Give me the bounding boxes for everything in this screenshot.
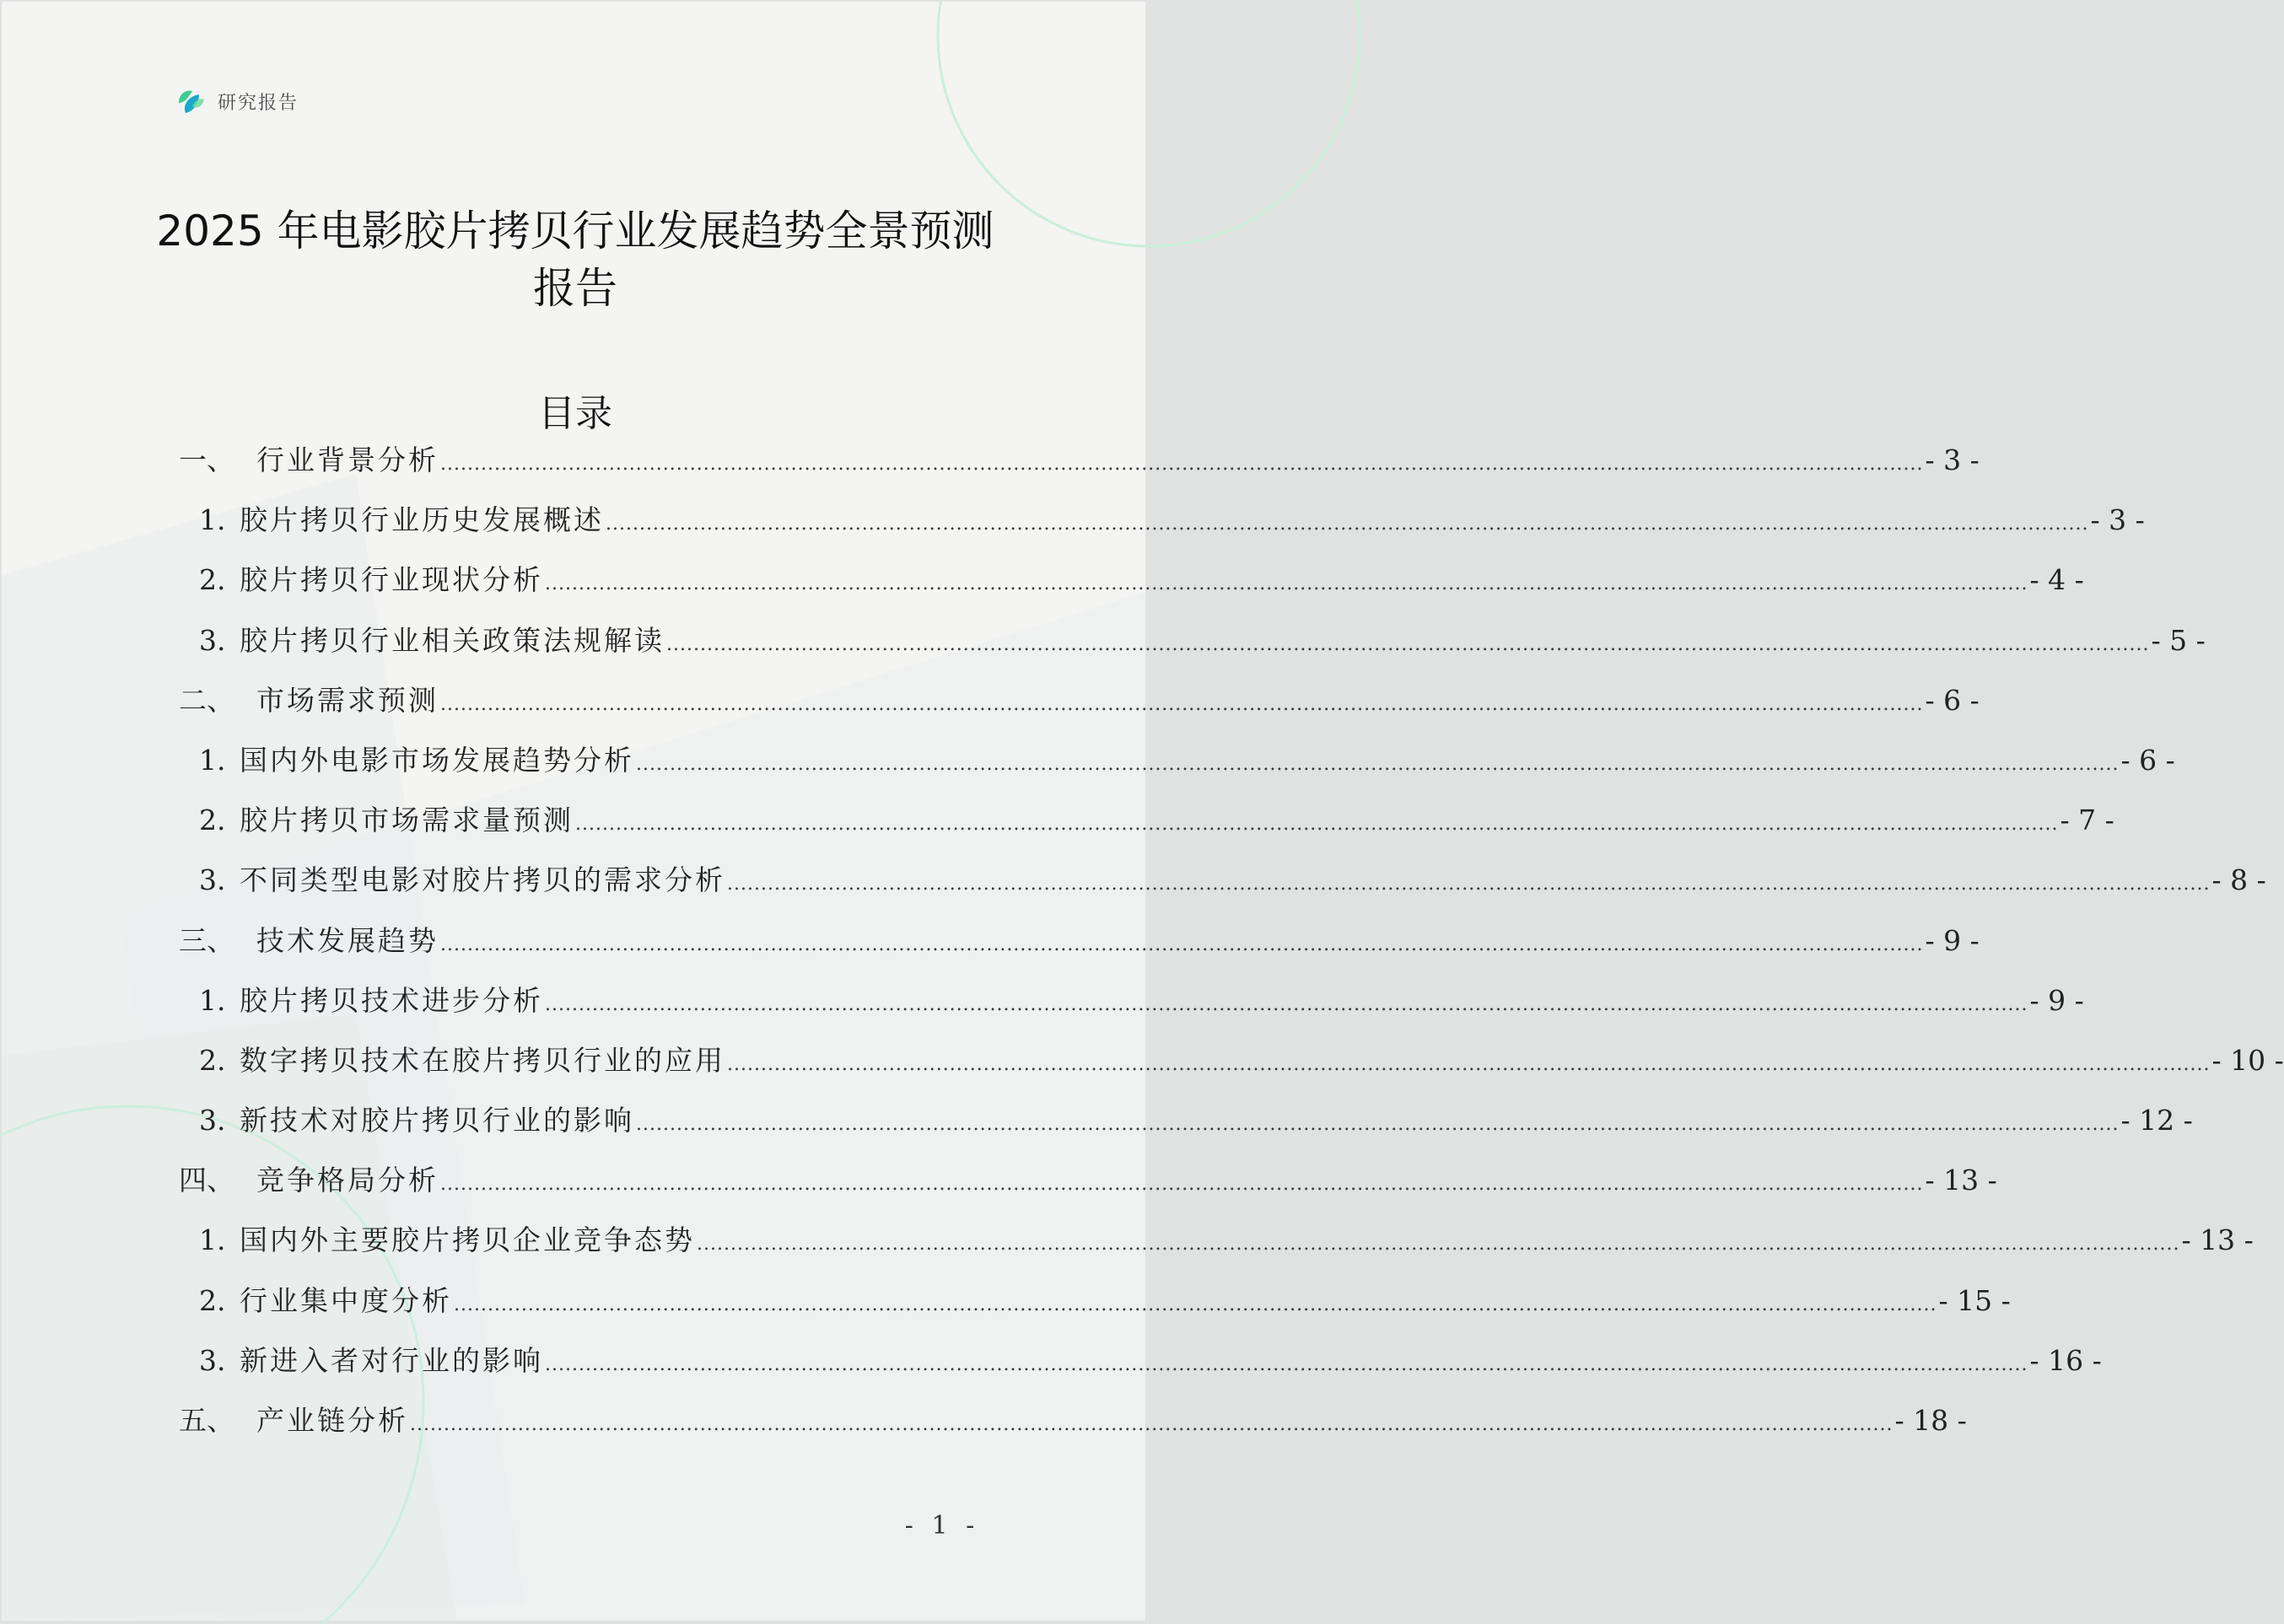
toc-dot-leader: ............................................................................................................................................................................................................................ bbox=[606, 514, 2089, 535]
toc-entry-number: 1. bbox=[199, 503, 226, 537]
report-header bbox=[174, 83, 299, 120]
toc-entry-label: 胶片拷贝行业现状分析 bbox=[240, 563, 543, 597]
toc-entry[interactable] bbox=[179, 739, 2175, 799]
toc-entry-number: 3. bbox=[199, 1343, 226, 1377]
toc-entry-page: - 3 - bbox=[2090, 503, 2145, 537]
report-title: 2025 年电影胶片拷贝行业发展趋势全景预测报告 bbox=[156, 207, 994, 313]
toc-dot-leader: ............................................................................................................................................................................................................................ bbox=[545, 573, 2028, 595]
toc-entry-label: 行业集中度分析 bbox=[240, 1283, 452, 1317]
toc-entry-label: 不同类型电影对胶片拷贝的需求分析 bbox=[240, 863, 725, 897]
toc-entry-number: 2. bbox=[199, 1283, 226, 1317]
toc-entry[interactable] bbox=[179, 1339, 2102, 1399]
toc-entry-page: - 10 - bbox=[2211, 1043, 2284, 1077]
toc-entry-label: 国内外电影市场发展趋势分析 bbox=[240, 743, 634, 777]
toc-entry-label: 行业背景分析 bbox=[256, 444, 439, 476]
toc-entry-label: 产业链分析 bbox=[256, 1404, 408, 1437]
toc-entry-page: - 13 - bbox=[1925, 1164, 1997, 1197]
toc-entry[interactable] bbox=[179, 1218, 2254, 1278]
toc-entry[interactable] bbox=[179, 1039, 2284, 1099]
toc-entry-number: 2. bbox=[199, 804, 226, 837]
toc-entry-number: 五、 bbox=[179, 1404, 234, 1437]
toc-entry[interactable] bbox=[179, 679, 1980, 739]
toc-entry-label: 竞争格局分析 bbox=[256, 1164, 439, 1197]
toc-entry-page: - 16 - bbox=[2029, 1343, 2102, 1377]
toc-entry-page: - 9 - bbox=[2029, 983, 2084, 1017]
toc-entry-label: 新进入者对行业的影响 bbox=[240, 1343, 543, 1377]
toc-entry-page: - 3 - bbox=[1925, 444, 1980, 476]
toc-dot-leader: ............................................................................................................................................................................................................................ bbox=[440, 454, 1924, 475]
toc-dot-leader: ............................................................................................................................................................................................................................ bbox=[636, 1114, 2120, 1136]
toc-entry-number: 3. bbox=[199, 1104, 226, 1137]
toc-dot-leader: ............................................................................................................................................................................................................................ bbox=[575, 814, 2059, 836]
toc-entry-number: 1. bbox=[199, 743, 226, 777]
leaf-logo-icon bbox=[174, 84, 207, 118]
toc-dot-leader: ............................................................................................................................................................................................................................ bbox=[636, 753, 2120, 775]
toc-entry[interactable] bbox=[179, 619, 2206, 679]
toc-dot-leader: ............................................................................................................................................................................................................................ bbox=[666, 633, 2150, 655]
toc-entry[interactable] bbox=[179, 1099, 2193, 1159]
toc-dot-leader: ............................................................................................................................................................................................................................ bbox=[697, 1234, 2180, 1256]
toc-entry-number: 2. bbox=[199, 563, 226, 597]
toc-entry[interactable] bbox=[179, 1279, 2011, 1339]
toc-entry-label: 胶片拷贝行业历史发展概述 bbox=[240, 503, 604, 537]
toc-entry-number: 2. bbox=[199, 1043, 226, 1077]
toc-entry[interactable] bbox=[179, 1159, 1997, 1218]
toc-dot-leader: ............................................................................................................................................................................................................................ bbox=[440, 1174, 1924, 1196]
toc-dot-leader: ............................................................................................................................................................................................................................ bbox=[410, 1414, 1893, 1435]
toc-entry-number: 3. bbox=[199, 863, 226, 897]
toc-entry-label: 胶片拷贝技术进步分析 bbox=[240, 983, 543, 1017]
toc-dot-leader: ............................................................................................................................................................................................................................ bbox=[440, 933, 1924, 955]
toc-heading: 目录 bbox=[538, 392, 612, 435]
toc-entry-number: 1. bbox=[199, 1223, 226, 1257]
toc-entry-label: 技术发展趋势 bbox=[256, 923, 439, 957]
toc-dot-leader: ............................................................................................................................................................................................................................ bbox=[454, 1293, 1937, 1315]
toc-entry-number: 一、 bbox=[179, 444, 234, 476]
toc-dot-leader: ............................................................................................................................................................................................................................ bbox=[727, 874, 2211, 895]
toc-entry[interactable] bbox=[179, 858, 2266, 918]
toc-entry-page: - 18 - bbox=[1894, 1404, 1967, 1437]
document-page bbox=[2, 2, 2284, 1621]
toc-dot-leader: ............................................................................................................................................................................................................................ bbox=[545, 1353, 2028, 1375]
toc-entry[interactable] bbox=[179, 919, 1980, 979]
toc-entry[interactable] bbox=[179, 1399, 1967, 1459]
table-of-contents bbox=[179, 438, 2284, 1459]
toc-entry-number: 四、 bbox=[179, 1164, 234, 1197]
toc-entry-page: - 7 - bbox=[2060, 804, 2114, 837]
toc-entry-label: 胶片拷贝市场需求量预测 bbox=[240, 804, 574, 837]
header-label: 研究报告 bbox=[218, 92, 299, 114]
toc-entry-number: 二、 bbox=[179, 683, 234, 717]
toc-entry[interactable] bbox=[179, 558, 2084, 618]
toc-entry-page: - 4 - bbox=[2029, 563, 2084, 597]
page-number: - 1 - bbox=[904, 1511, 980, 1541]
toc-entry-label: 市场需求预测 bbox=[256, 683, 439, 717]
toc-entry-page: - 13 - bbox=[2181, 1223, 2254, 1257]
toc-entry[interactable] bbox=[179, 498, 2145, 558]
toc-entry-label: 胶片拷贝行业相关政策法规解读 bbox=[240, 623, 665, 657]
toc-entry-label: 新技术对胶片拷贝行业的影响 bbox=[240, 1104, 634, 1137]
toc-entry-number: 3. bbox=[199, 623, 226, 657]
toc-entry-label: 国内外主要胶片拷贝企业竞争态势 bbox=[240, 1223, 695, 1257]
toc-entry[interactable] bbox=[179, 799, 2114, 858]
toc-entry-label: 数字拷贝技术在胶片拷贝行业的应用 bbox=[240, 1043, 725, 1077]
toc-dot-leader: ............................................................................................................................................................................................................................ bbox=[727, 1053, 2211, 1075]
toc-entry-page: - 15 - bbox=[1938, 1283, 2011, 1317]
toc-entry[interactable] bbox=[179, 438, 1980, 498]
toc-entry-page: - 6 - bbox=[1925, 683, 1980, 717]
toc-entry[interactable] bbox=[179, 979, 2084, 1039]
toc-entry-page: - 6 - bbox=[2120, 743, 2175, 777]
toc-entry-page: - 8 - bbox=[2211, 863, 2266, 897]
toc-entry-number: 1. bbox=[199, 983, 226, 1017]
toc-dot-leader: ............................................................................................................................................................................................................................ bbox=[545, 993, 2028, 1015]
toc-entry-page: - 9 - bbox=[1925, 923, 1980, 957]
toc-entry-page: - 12 - bbox=[2120, 1104, 2193, 1137]
toc-entry-page: - 5 - bbox=[2151, 623, 2206, 657]
toc-dot-leader: ............................................................................................................................................................................................................................ bbox=[440, 693, 1924, 715]
toc-entry-number: 三、 bbox=[179, 923, 234, 957]
